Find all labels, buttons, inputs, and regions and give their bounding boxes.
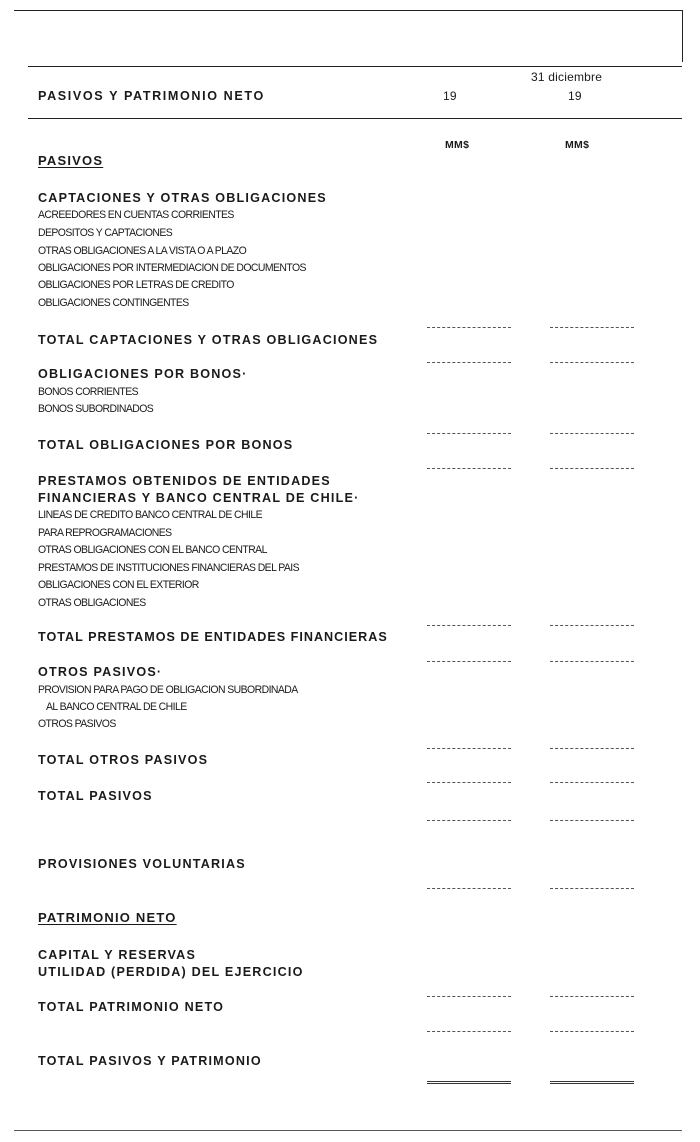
subtotal-line-col2 <box>550 748 634 749</box>
prestamos-item: OBLIGACIONES CON EL EXTERIOR <box>38 579 199 591</box>
bottom-border <box>14 1130 682 1131</box>
total-bonos: TOTAL OBLIGACIONES POR BONOS <box>38 438 294 452</box>
subtotal-line-col2 <box>550 327 634 328</box>
otros-pasivos-heading: OTROS PASIVOS· <box>38 665 163 679</box>
top-border <box>14 10 682 11</box>
captaciones-item: OBLIGACIONES POR LETRAS DE CREDITO <box>38 279 234 291</box>
subtotal-line-col1 <box>427 327 511 328</box>
prestamos-heading-line2: FINANCIERAS Y BANCO CENTRAL DE CHILE· <box>38 491 360 505</box>
subtotal-line-col1 <box>427 748 511 749</box>
header-rule-top <box>28 66 682 67</box>
total-line-col1 <box>427 468 511 469</box>
bonos-heading: OBLIGACIONES POR BONOS· <box>38 367 248 381</box>
total-captaciones: TOTAL CAPTACIONES Y OTRAS OBLIGACIONES <box>38 333 379 347</box>
bonos-item: BONOS SUBORDINADOS <box>38 403 154 415</box>
unit-column-1: MM$ <box>445 139 470 151</box>
subtotal-line-col1 <box>427 996 511 997</box>
subtotal-line-col2 <box>550 625 634 626</box>
total-prestamos: TOTAL PRESTAMOS DE ENTIDADES FINANCIERAS <box>38 630 388 644</box>
total-pasivos-y-patrimonio: TOTAL PASIVOS Y PATRIMONIO <box>38 1054 262 1068</box>
captaciones-item: ACREEDORES EN CUENTAS CORRIENTES <box>38 209 234 221</box>
provisiones-voluntarias: PROVISIONES VOLUNTARIAS <box>38 857 246 871</box>
otros-item: PROVISION PARA PAGO DE OBLIGACION SUBORDINADA <box>38 684 298 696</box>
total-line-col2 <box>550 888 634 889</box>
subtotal-line-col1 <box>427 625 511 626</box>
prestamos-heading-line1: PRESTAMOS OBTENIDOS DE ENTIDADES <box>38 474 331 488</box>
total-line-col2 <box>550 782 634 783</box>
total-line-col2 <box>550 362 634 363</box>
grand-total-line-col1 <box>427 1081 511 1084</box>
otros-item: AL BANCO CENTRAL DE CHILE <box>46 701 187 713</box>
prestamos-item: PARA REPROGRAMACIONES <box>38 527 172 539</box>
total-line-col1 <box>427 1031 511 1032</box>
total-line-col1 <box>427 661 511 662</box>
total-pasivos: TOTAL PASIVOS <box>38 789 153 803</box>
total-line-col2 <box>550 1031 634 1032</box>
date-label: 31 diciembre <box>531 70 603 84</box>
total-otros-pasivos: TOTAL OTROS PASIVOS <box>38 753 209 767</box>
pasivos-heading: PASIVOS <box>38 153 104 168</box>
total-line-col1 <box>427 888 511 889</box>
header-rule-bottom <box>28 118 682 119</box>
total-line-col2 <box>550 820 634 821</box>
captaciones-item: DEPOSITOS Y CAPTACIONES <box>38 227 173 239</box>
total-line-col1 <box>427 362 511 363</box>
total-patrimonio-neto: TOTAL PATRIMONIO NETO <box>38 1000 225 1014</box>
total-line-col1 <box>427 782 511 783</box>
bonos-item: BONOS CORRIENTES <box>38 386 139 398</box>
subtotal-line-col2 <box>550 996 634 997</box>
captaciones-item: OBLIGACIONES CONTINGENTES <box>38 297 189 309</box>
total-line-col1 <box>427 820 511 821</box>
page-title: PASIVOS Y PATRIMONIO NETO <box>38 89 265 103</box>
total-line-col2 <box>550 468 634 469</box>
subtotal-line-col1 <box>427 433 511 434</box>
captaciones-heading: CAPTACIONES Y OTRAS OBLIGACIONES <box>38 191 327 205</box>
prestamos-item: PRESTAMOS DE INSTITUCIONES FINANCIERAS DEL PAIS <box>38 562 300 574</box>
grand-total-line-col2 <box>550 1081 634 1084</box>
patrimonio-item: UTILIDAD (PERDIDA) DEL EJERCICIO <box>38 965 304 979</box>
year-column-2: 19 <box>568 89 582 103</box>
prestamos-item: LINEAS DE CREDITO BANCO CENTRAL DE CHILE <box>38 509 262 521</box>
prestamos-item: OTRAS OBLIGACIONES <box>38 597 146 609</box>
captaciones-item: OTRAS OBLIGACIONES A LA VISTA O A PLAZO <box>38 245 247 257</box>
year-column-1: 19 <box>443 89 457 103</box>
prestamos-item: OTRAS OBLIGACIONES CON EL BANCO CENTRAL <box>38 544 267 556</box>
otros-item: OTROS PASIVOS <box>38 718 116 730</box>
right-border <box>682 10 683 62</box>
patrimonio-item: CAPITAL Y RESERVAS <box>38 948 197 962</box>
captaciones-item: OBLIGACIONES POR INTERMEDIACION DE DOCUMENTOS <box>38 262 306 274</box>
unit-column-2: MM$ <box>565 139 590 151</box>
patrimonio-heading: PATRIMONIO NETO <box>38 910 177 925</box>
subtotal-line-col2 <box>550 433 634 434</box>
total-line-col2 <box>550 661 634 662</box>
